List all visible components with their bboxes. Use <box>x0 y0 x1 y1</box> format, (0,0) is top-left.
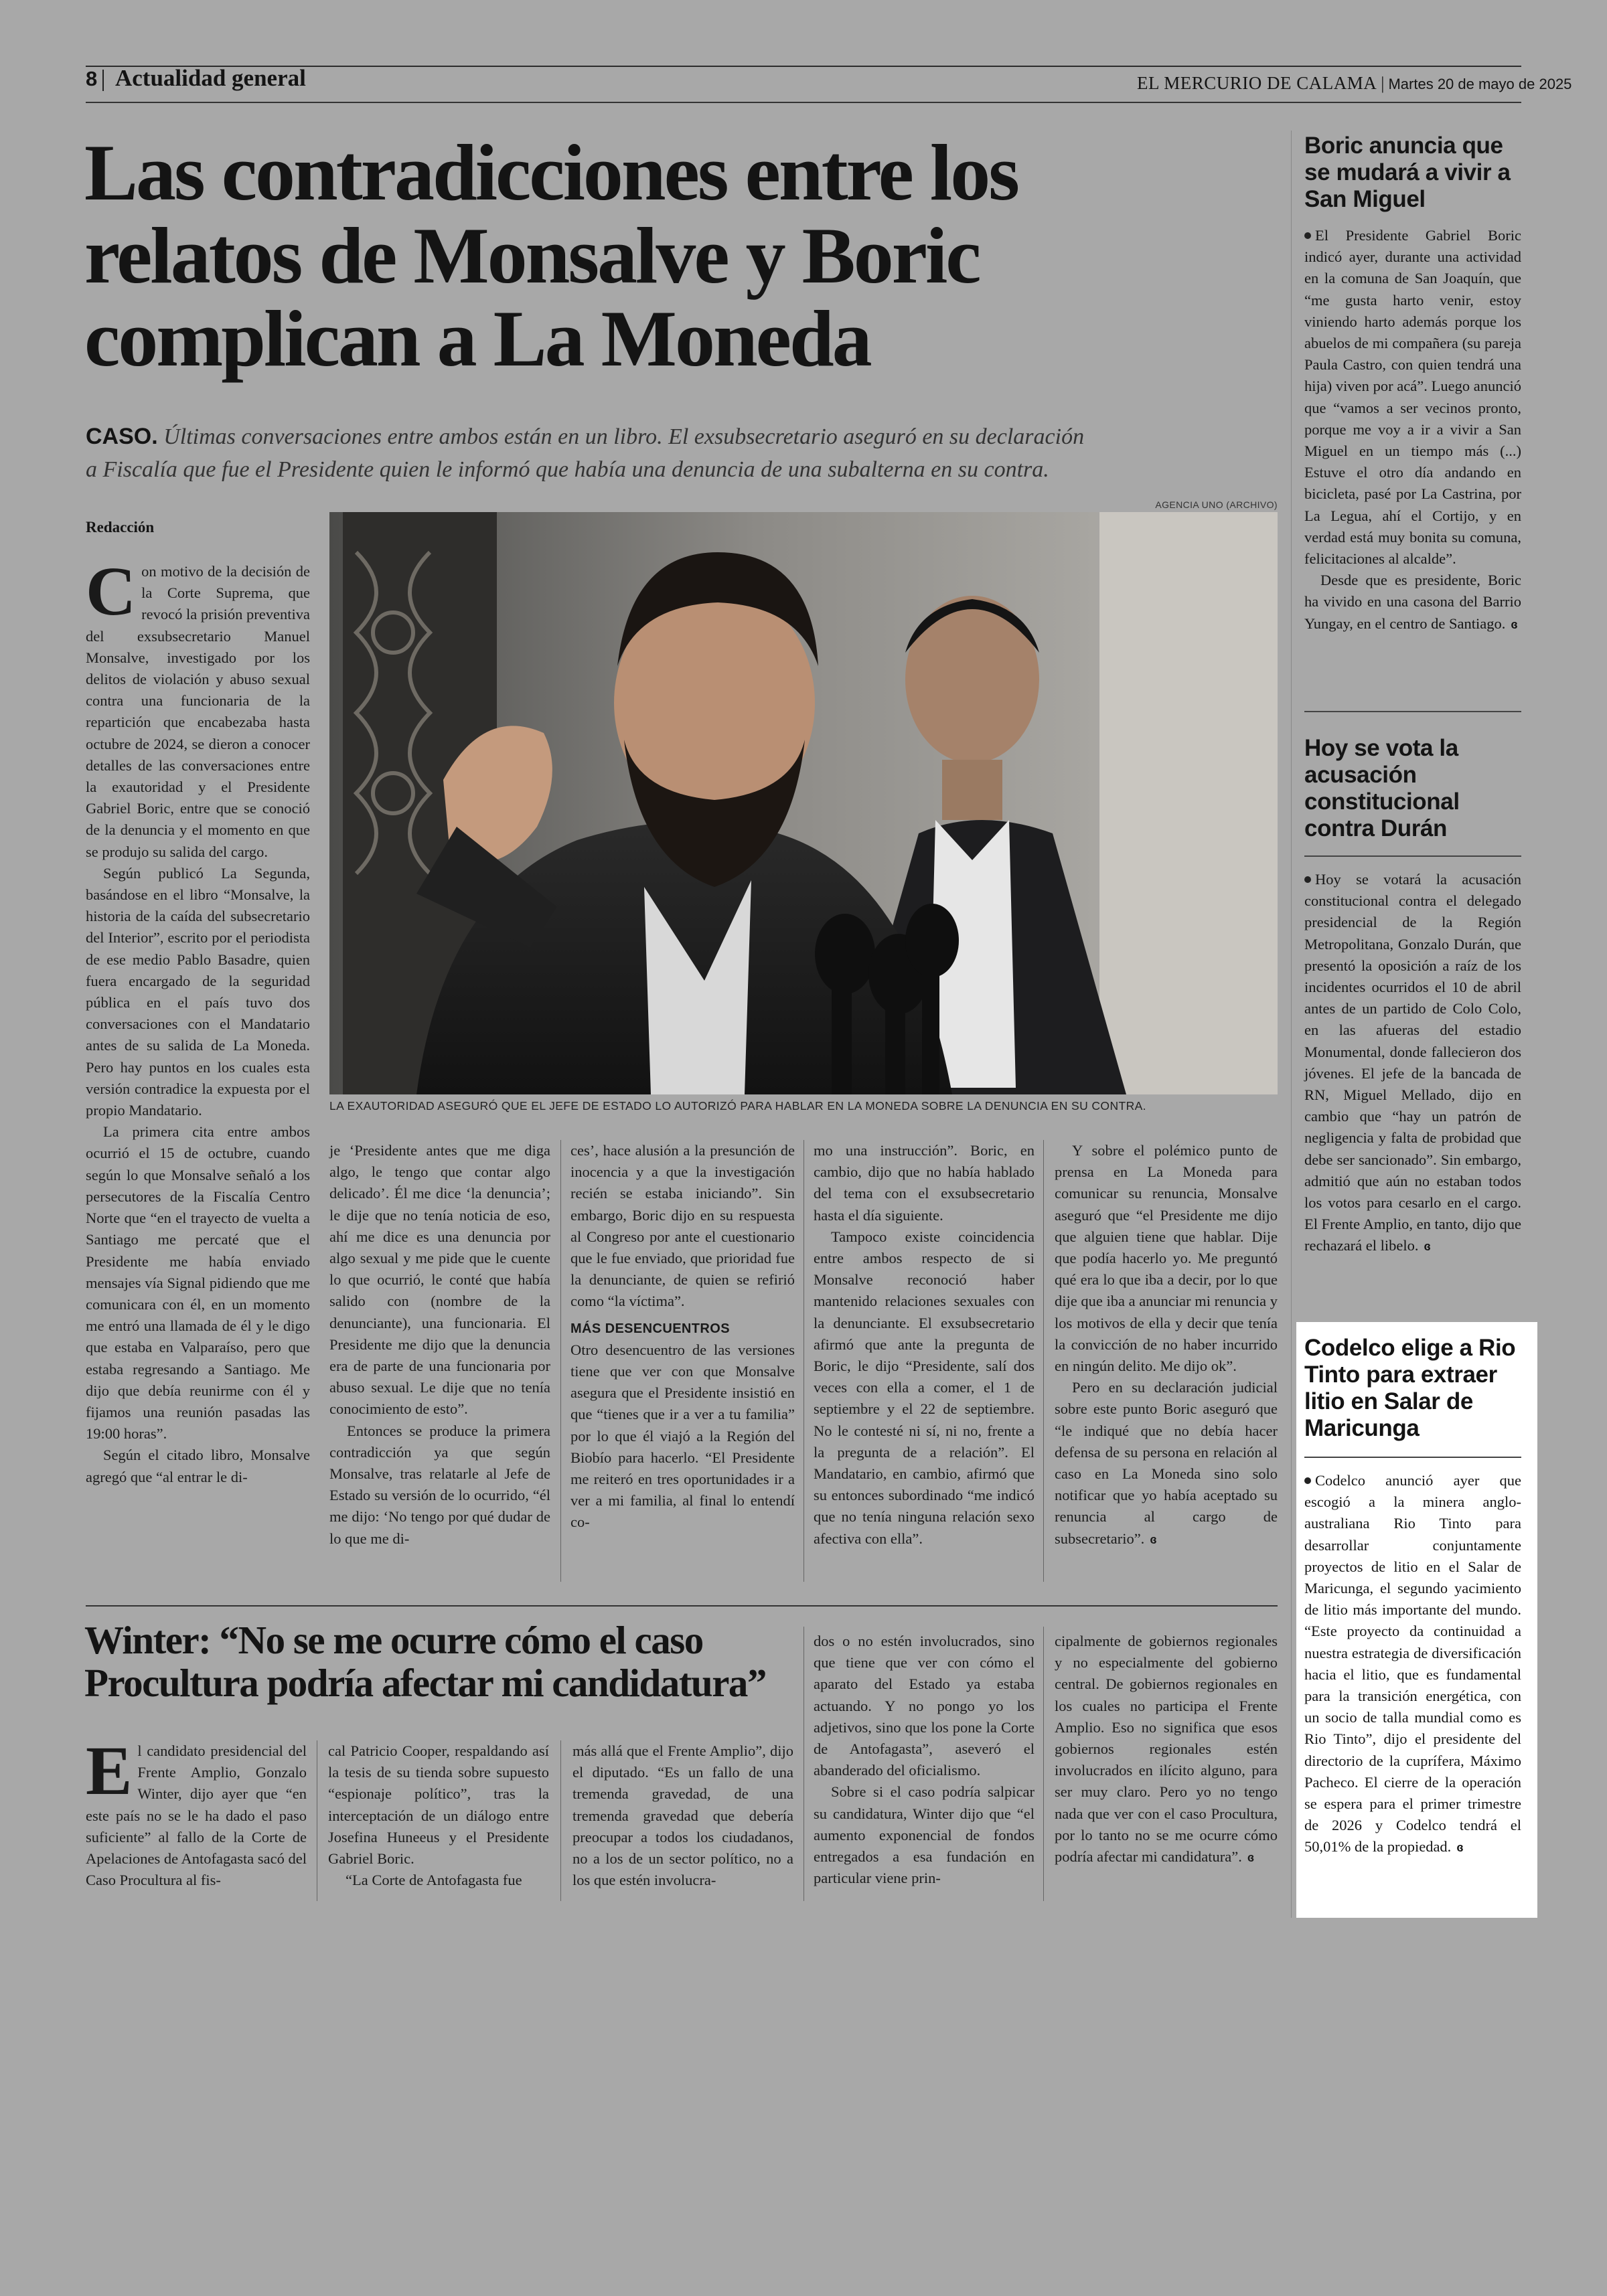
sidebar-rule <box>1304 711 1521 712</box>
headline-line: complican a La Moneda <box>84 294 870 383</box>
article-paragraph: El candidato presidencial del Frente Amplio, Gonzalo Winter, dijo ayer que “en este país no se le ha dado el paso suficiente” al fallo de la Corte de Apelaciones de Antofagasta sacó del Caso Procultura al fis- <box>86 1732 307 1889</box>
sidebar-item-codelco <box>1304 1335 1529 1859</box>
article-paragraph: Según el citado libro, Monsalve agregó que “al entrar le di- <box>86 1447 310 1485</box>
article-paragraph: Tampoco existe coincidencia entre ambos respecto de si Monsalve reconoció haber mantenido relaciones sexuales con la denunciante. El exsubsecretario afirmó que ante la pregunta de Boric, le dijo “Presidente, salí dos veces con ella a comer, el 1 de septiembre y el 22 de septiembre. No le contesté ni sí, ni no, frente a la pregunta de a relación”. El Mandatario, en cambio, afirmó que su entonces subordinado “me indicó que no tenía ninguna relación sexo afectiva con ella”. <box>814 1228 1035 1547</box>
winter-column-2 <box>328 1740 549 1891</box>
article-paragraph: je ‘Presidente antes que me diga algo, le tengo que contar algo delicado’. Él me dice ‘la denuncia’; le dije que no tenía noticia de eso, ahí me dice es una denuncia por algo sexual y me pide que le cuente lo que ocurrió, le conté que había salido con (nombre de la denunciante), una funcionaria. El Presidente me dijo que la denuncia era de parte de una funcionaria por abuso sexual. Le dije que no tenía conocimiento de esto”. <box>329 1142 550 1418</box>
article-paragraph: dos o no estén involucrados, sino que tiene que ver con cómo el aparato del Estado ya estaba actuando. Y no pongo yo los adjetivos, sino que los pone la Corte de Antofagasta”, aseveró el abanderado del oficialismo. <box>814 1633 1035 1779</box>
article-column-1 <box>86 553 310 1488</box>
bullet-icon <box>1304 1477 1311 1484</box>
winter-column-1 <box>86 1732 307 1891</box>
article-paragraph: cipalmente de gobiernos regionales y no especialmente del gobierno central. De gobiernos regionales en los cuales no participa el Frente Amplio. Eso no significa que esos gobiernos regionales estén involucrados en ilícito alguno, para ser muy claro. Pero yo no tengo nada que ver con el caso Procultura, por lo tanto no se me ocurre cómo podría afectar mi candidatura”. ɞ <box>1055 1633 1278 1866</box>
masthead-line: EL MERCURIO DE CALAMA | Martes 20 de mayo de 2025 <box>1137 73 1572 93</box>
sidebar-body <box>1304 869 1521 1258</box>
deck-label: CASO. <box>86 424 158 449</box>
winter-column-4 <box>814 1631 1035 1889</box>
main-headline <box>84 128 1263 383</box>
sidebar-paragraph: Desde que es presidente, Boric ha vivido en una casona del Barrio Yungay, en el centro de Santiago. ɞ <box>1304 572 1521 632</box>
sidebar-item-acusacion <box>1304 735 1521 1258</box>
sidebar-title: Codelco elige a Rio Tinto para extraer litio en Salar de Maricunga <box>1304 1335 1516 1441</box>
drop-cap: E <box>86 1732 133 1809</box>
column-divider <box>560 1140 561 1582</box>
second-headline: Winter: “No se me ocurre cómo el caso Procultura podría afectar mi candidatura” <box>84 1618 766 1705</box>
article-paragraph: La primera cita entre ambos ocurrió el 15 de octubre, cuando según lo que Monsalve señaló a los persecutores de la Fiscalía Centro Norte que “en el trayecto de vuelta a Santiago me percaté que el Presidente me había enviado mensajes vía Signal pidiendo que me comunicara con él, en un momento me entró una llamada de él y le digo que estaba en Valparaíso, pero que estaba regresando a Santiago. Me dijo que debía reunirme con él y fijamos una reunión pasadas las 19:00 horas”. <box>86 1123 310 1443</box>
article-paragraph: Pero en su declaración judicial sobre este punto Boric aseguró que “le indiqué que no debía hacer defensa de su persona en relación al caso en La Moneda sino solo notificar que yo había aceptado su renuncia al cargo de subsecretario”. ɞ <box>1055 1379 1278 1547</box>
deck-line: Últimas conversaciones entre ambos están en un libro. El exsubsecretario aseguró en su declaración <box>163 424 1085 449</box>
article-paragraph: más allá que el Frente Amplio”, dijo el diputado. “Es un fallo de una tremenda gravedad, de una tremenda gravedad que debería preocupar a todos los ciudadanos, no a los de un sector político, no a los que estén involucra- <box>572 1742 793 1889</box>
main-deck <box>86 420 1271 486</box>
sidebar-body <box>1304 1470 1521 1859</box>
article-column-4 <box>814 1140 1035 1550</box>
sidebar-title: Hoy se vota la acusación constitucional contra Durán <box>1304 735 1460 841</box>
bullet-icon <box>1304 232 1311 239</box>
bullet-icon <box>1304 876 1311 883</box>
column-divider <box>1043 1627 1044 1901</box>
sidebar-divider <box>1291 131 1292 1918</box>
article-paragraph: cal Patricio Cooper, respaldando así la tesis de su tienda sobre supuesto “espionaje político”, tras la interceptación de un diálogo entre Josefina Huneeus y el Presidente Gabriel Boric. <box>328 1742 549 1868</box>
article-paragraph: Y sobre el polémico punto de prensa en La Moneda para comunicar su renuncia, Monsalve aseguró que “el Presidente me dijo que alguien tiene que hablar. Dije que podía hacerlo yo. Me preguntó qué era lo que iba a decir, por lo que dije que iba a anunciar mi renuncia y los motivos de ella y decir que tenía la convicción de no haber incurrido en ningún delito. Me dijo ok”. <box>1055 1142 1278 1375</box>
end-mark: ɞ <box>1247 1851 1255 1865</box>
headline-line: relatos de Monsalve y Boric <box>84 211 980 300</box>
page-number: 8 <box>86 67 98 90</box>
article-paragraph: Según publicó La Segunda, basándose en el libro “Monsalve, la historia de la caída del subsecretario del Interior”, escrito por el periodista de ese medio Pablo Basadre, quien fuera encargado de la seguridad pública en el país tuvo dos conversaciones con el Mandatario antes de su salida de La Moneda. Pero hay puntos en los cuales esta versión contradice la expuesta por el propio Mandatario. <box>86 864 310 1119</box>
end-mark: ɞ <box>1150 1532 1157 1546</box>
second-article-rule <box>86 1605 1278 1607</box>
photo-caption: LA EXAUTORIDAD ASEGURÓ QUE EL JEFE DE ESTADO LO AUTORIZÓ PARA HABLAR EN LA MONEDA SOBRE LA DENUNCIA EN SU CONTRA. <box>329 1099 1146 1113</box>
article-paragraph: mo una instrucción”. Boric, en cambio, dijo que no había hablado del tema con el exsubsecretario hasta el día siguiente. <box>814 1142 1035 1224</box>
sidebar-item-san-miguel <box>1304 133 1521 635</box>
sidebar-inner-rule <box>1304 855 1521 857</box>
issue-date: Martes 20 de mayo de 2025 <box>1388 76 1572 92</box>
article-subhead: MÁS DESENCUENTROS <box>570 1321 730 1336</box>
article-column-3 <box>570 1140 795 1534</box>
article-paragraph: Entonces se produce la primera contradicción ya que según Monsalve, tras relatarle al Jefe de Estado su versión de lo ocurrido, “él me dijo: ‘No tengo por qué dudar de lo que me di- <box>329 1422 550 1547</box>
end-mark: ɞ <box>1456 1841 1464 1855</box>
article-paragraph: Otro desencuentro de las versiones tiene que ver con que Monsalve asegura que el Presidente insistió en que “tienes que ir a ver a tu familia” por lo que él viajó a la Región del Biobío para hacerlo. “El Presidente me reiteró en tres oportunidades ir a ver a mi familia, al final lo entendí co- <box>570 1341 795 1531</box>
winter-column-3 <box>572 1740 793 1891</box>
drop-cap: C <box>86 553 137 630</box>
article-paragraph: “La Corte de Antofagasta fue <box>346 1872 522 1889</box>
main-photo <box>329 512 1278 1094</box>
column-divider <box>1043 1140 1044 1582</box>
byline: Redacción <box>86 519 155 536</box>
sidebar-paragraph: Hoy se votará la acusación constitucional contra el delegado presidencial de la Región Metropolitana, Gonzalo Durán, que presentó la oposición a raíz de los incidentes ocurridos el 10 de abril antes de un partido de Colo Colo, en las afueras del estadio Monumental, donde fallecieron dos jóvenes. El jefe de la bancada de RN, Miguel Mellado, dijo en cambio que “hay un patrón de negligencia y falta de probidad que debe ser sancionado”. Sin embargo, admitió que aún no estaban todos los votos para cesarlo en el cargo. El Frente Amplio, en tanto, dijo que rechazará el libelo. ɞ <box>1304 871 1521 1254</box>
photo-illustration <box>329 512 1278 1094</box>
article-column-2 <box>329 1140 550 1550</box>
article-paragraph: ces’, hace alusión a la presunción de inocencia y a que la investigación recién se estaba iniciando”. Sin embargo, Boric dijo en su respuesta al Congreso por ante el cuestionario que le fue enviado, que prioridad fue la denunciante, de quien se refirió como “la víctima”. <box>570 1142 795 1310</box>
column-divider <box>560 1740 561 1901</box>
sidebar-inner-rule <box>1304 1457 1521 1458</box>
section-name: Actualidad general <box>115 65 306 91</box>
headline-line: Las contradicciones entre los <box>84 128 1018 217</box>
end-mark: ɞ <box>1511 617 1518 631</box>
article-paragraph: Con motivo de la decisión de la Corte Suprema, que revocó la prisión preventiva del exsubsecretario Manuel Monsalve, investigado por los delitos de violación y abuso sexual contra una funcionaria de la repartición que encabezaba hasta octubre de 2024, se dieron a conocer detalles de las conversaciones entre la exautoridad y el Presidente Gabriel Boric, entre que se conoció de la denuncia y el momento en que se produjo su salida del cargo. <box>86 553 310 860</box>
sidebar-title: Boric anuncia que se mudará a vivir a San Miguel <box>1304 133 1511 212</box>
sidebar-body <box>1304 225 1521 635</box>
photo-credit: AGENCIA UNO (ARCHIVO) <box>1155 499 1278 510</box>
header-bottom-rule <box>86 102 1521 103</box>
end-mark: ɞ <box>1424 1240 1431 1254</box>
newspaper-name: EL MERCURIO DE CALAMA <box>1137 73 1377 93</box>
deck-line: a Fiscalía que fue el Presidente quien le informó que había una denuncia de una subalterna en su contra. <box>86 457 1049 482</box>
winter-column-5 <box>1055 1631 1278 1868</box>
sidebar-paragraph: Codelco anunció ayer que escogió a la minera anglo-australiana Rio Tinto para desarrollar conjuntamente proyectos de litio en el Salar de Maricunga, el segundo yacimiento de litio más importante del mundo. “Este proyecto da continuidad a nuestra estrategia de diversificación hacia el litio, que es fundamental para la transición energética, con un socio de talla mundial como es Rio Tinto”, dijo el presidente del directorio de la cuprífera, Máximo Pacheco. El cierre de la operación se espera para el primer trimestre de 2026 y Codelco tendrá el 50,01% de la propiedad. ɞ <box>1304 1472 1521 1856</box>
header-divider <box>102 70 104 91</box>
article-column-5 <box>1055 1140 1278 1550</box>
sidebar-paragraph: El Presidente Gabriel Boric indicó ayer, durante una actividad en la comuna de San Joaquín, que “me gusta harto venir, estoy viniendo harto además porque los abuelos de mi compañera (su pareja Paula Castro, con quien tendrá una hija) viven por acá”. Luego anunció que “vamos a ser vecinos pronto, porque me voy a ir a vivir a San Miguel en un tiempo más (...) Estuve el otro día andando en bicicleta, pasé por La Castrina, por La Legua, ahí el Cortijo, y en verdad está muy bonita su comuna, felicitaciones al alcalde”. <box>1304 227 1521 568</box>
article-paragraph: Sobre si el caso podría salpicar su candidatura, Winter dijo que “el aumento exponencial de fondos entregados a esa fundación en particular viene prin- <box>814 1783 1035 1887</box>
